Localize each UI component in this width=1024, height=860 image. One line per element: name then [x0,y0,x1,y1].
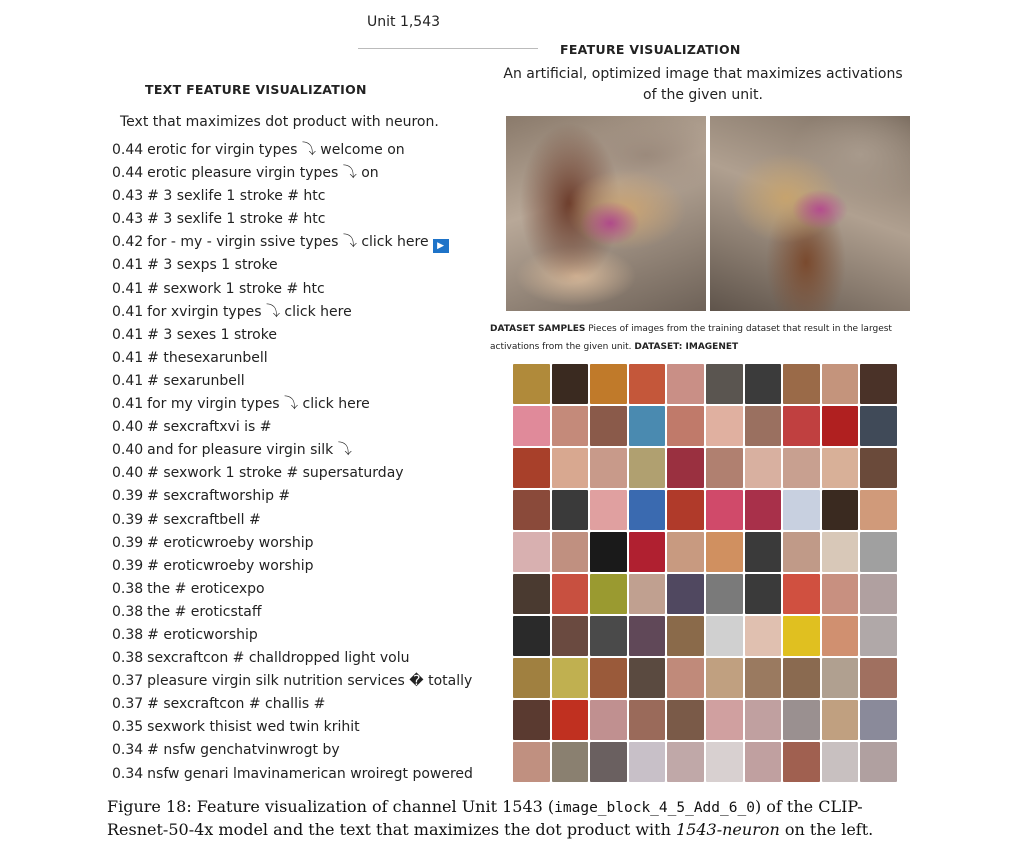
phrase-item [112,417,473,440]
dataset-sample-tile [552,490,589,530]
dataset-sample-tile [513,532,550,572]
dataset-sample-tile [552,448,589,488]
dataset-sample-tile [706,700,743,740]
phrase-score: 0.41 [112,303,144,320]
phrase-score: 0.35 [112,719,144,736]
phrase-item [112,510,473,533]
dataset-sample-tile [783,616,820,656]
dataset-sample-tile [706,742,743,782]
dataset-sample-tile [552,574,589,614]
phrase-item [112,533,473,556]
phrase-item [112,209,473,232]
dataset-sample-tile [822,364,859,404]
caption-prefix: Figure 18: Feature visualization of channel Unit 1543 ( [107,797,555,816]
dataset-sample-tile [667,406,704,446]
phrase-text: # 3 sexes 1 stroke [147,326,277,343]
phrase-text: for xvirgin types ⤵ click here [147,303,352,320]
phrase-score: 0.41 [112,372,144,389]
dataset-sample-tile [783,406,820,446]
dataset-sample-tile [706,448,743,488]
dataset-sample-tile [590,490,627,530]
dataset-sample-tile [783,532,820,572]
phrase-score: 0.41 [112,396,144,413]
dataset-sample-tile [745,574,782,614]
phrase-item [112,255,473,278]
text-visualization-subheading: Text that maximizes dot product with neuron. [120,114,439,130]
phrase-score: 0.41 [112,280,144,297]
dataset-sample-tile [860,448,897,488]
dataset-sample-tile [860,490,897,530]
dataset-sample-tile [667,364,704,404]
phrase-text: # eroticworship [147,626,258,643]
dataset-sample-tile [552,532,589,572]
dataset-samples-description-1: Pieces of images from the training dataset that result in the largest [588,324,892,334]
dataset-sample-tile [822,532,859,572]
dataset-sample-tile [667,616,704,656]
dataset-sample-tile [706,364,743,404]
dataset-sample-tile [629,742,666,782]
phrase-text: sexcraftcon # challdropped light volu [147,650,410,667]
dataset-sample-tile [629,616,666,656]
dataset-sample-tile [706,490,743,530]
dataset-sample-tile [513,490,550,530]
dataset-sample-tile [590,448,627,488]
phrase-item [112,348,473,371]
phrase-score: 0.39 [112,534,144,551]
dataset-sample-tile [783,658,820,698]
dataset-sample-tile [706,574,743,614]
phrase-item [112,463,473,486]
dataset-sample-tile [783,742,820,782]
phrase-score: 0.38 [112,603,144,620]
phrase-item [112,302,473,325]
phrase-item [112,325,473,348]
dataset-sample-tile [552,616,589,656]
phrase-score: 0.44 [112,142,144,158]
caption-code: image_block_4_5_Add_6_0 [554,800,755,816]
phrase-text: the # eroticstaff [147,603,262,620]
phrase-text: sexwork thisist wed twin krihit [147,719,360,736]
dataset-sample-tile [783,700,820,740]
dataset-sample-tile [706,616,743,656]
phrase-item [112,717,473,740]
dataset-sample-tile [745,532,782,572]
phrase-item [112,579,473,602]
phrase-score: 0.42 [112,234,144,251]
dataset-sample-tile [552,364,589,404]
phrase-text: nsfw genari lmavinamerican wroiregt powered [147,765,473,782]
dataset-sample-tile [513,406,550,446]
dataset-sample-tile [590,616,627,656]
dataset-sample-tile [745,700,782,740]
play-button-icon: ▶ [433,239,449,253]
text-visualization-heading: TEXT FEATURE VISUALIZATION [145,82,367,97]
phrase-item [112,740,473,763]
dataset-sample-tile [860,658,897,698]
dataset-sample-tile [590,700,627,740]
phrase-text: # sexcraftworship # [147,488,291,505]
phrase-text: # 3 sexlife 1 stroke # htc [147,211,326,228]
dataset-sample-tile [822,490,859,530]
dataset-sample-tile [745,448,782,488]
phrase-score: 0.39 [112,557,144,574]
phrase-score: 0.34 [112,765,144,782]
dataset-sample-tile [629,448,666,488]
dataset-samples-line-2 [490,342,738,352]
phrase-text: # eroticwroeby worship [147,557,314,574]
phrase-text: # sexcraftxvi is # [147,419,272,436]
dataset-sample-tile [860,364,897,404]
dataset-sample-tile [822,574,859,614]
dataset-samples-label: DATASET SAMPLES [490,324,586,334]
phrase-text: the # eroticexpo [147,580,265,597]
phrase-score: 0.37 [112,696,144,713]
phrase-text: erotic for virgin types ⤵ welcome on [147,142,405,158]
dataset-sample-tile [822,616,859,656]
phrase-item [112,279,473,302]
dataset-sample-tile [667,448,704,488]
phrase-score: 0.37 [112,673,144,690]
phrase-text: # thesexarunbell [147,349,268,366]
phrase-item [112,440,473,463]
dataset-sample-tile [590,532,627,572]
dataset-sample-tile [860,700,897,740]
dataset-sample-tile [513,700,550,740]
phrase-score: 0.39 [112,488,144,505]
divider [358,48,538,49]
feature-visualization-description: An artificial, optimized image that maximizes activations of the given unit. [503,66,903,103]
dataset-sample-tile [667,490,704,530]
phrase-item [112,764,473,787]
phrase-item [112,186,473,209]
dataset-sample-tile [667,532,704,572]
dataset-sample-tile [667,658,704,698]
phrase-text: # sexarunbell [147,372,245,389]
dataset-sample-tile [822,658,859,698]
dataset-sample-tile [513,742,550,782]
feature-visualization-image-1 [506,116,706,311]
phrase-text: # sexwork 1 stroke # htc [147,280,325,297]
phrase-score: 0.38 [112,626,144,643]
dataset-sample-tile [783,448,820,488]
dataset-sample-tile [745,406,782,446]
phrase-text: # sexcraftbell # [147,511,261,528]
dataset-sample-tile [860,616,897,656]
dataset-sample-tile [745,658,782,698]
phrase-text: # 3 sexlife 1 stroke # htc [147,188,326,205]
dataset-sample-tile [860,532,897,572]
dataset-sample-tile [745,616,782,656]
dataset-sample-tile [629,658,666,698]
dataset-sample-tile [860,574,897,614]
dataset-sample-tile [590,406,627,446]
dataset-sample-tile [629,574,666,614]
dataset-sample-tile [783,574,820,614]
dataset-sample-tile [745,364,782,404]
phrase-list [112,140,473,787]
dataset-sample-tile [590,658,627,698]
phrase-text: erotic pleasure virgin types ⤵ on [147,165,379,182]
dataset-label: DATASET: IMAGENET [634,342,739,352]
dataset-sample-tile [629,490,666,530]
dataset-sample-tile [706,406,743,446]
dataset-sample-tile [783,490,820,530]
dataset-sample-tile [513,448,550,488]
phrase-score: 0.40 [112,442,144,459]
phrase-score: 0.41 [112,349,144,366]
figure-caption [107,796,917,841]
phrase-item [112,625,473,648]
phrase-score: 0.41 [112,326,144,343]
phrase-item [112,163,473,186]
caption-suffix: on the left. [779,820,874,839]
phrase-item [112,140,473,163]
phrase-score: 0.39 [112,511,144,528]
phrase-item [112,394,473,417]
dataset-sample-tile [667,742,704,782]
dataset-sample-tile [552,406,589,446]
dataset-sample-tile [822,700,859,740]
phrase-score: 0.44 [112,165,144,182]
dataset-sample-tile [513,574,550,614]
dataset-sample-tile [513,364,550,404]
phrase-text: and for pleasure virgin silk ⤵ [147,442,352,459]
unit-title: Unit 1,543 [367,14,441,30]
phrase-text: # nsfw genchatvinwrogt by [147,742,340,759]
dataset-sample-tile [590,574,627,614]
dataset-sample-tile [629,532,666,572]
phrase-item [112,648,473,671]
phrase-item [112,371,473,394]
dataset-sample-tile [822,448,859,488]
phrase-score: 0.40 [112,419,144,436]
caption-italic: 1543-neuron [676,820,780,839]
phrase-text: for my virgin types ⤵ click here [147,396,370,413]
feature-visualization-heading: FEATURE VISUALIZATION [560,42,741,57]
phrase-item [112,671,473,694]
phrase-item [112,486,473,509]
dataset-sample-tile [513,658,550,698]
caption-middle: ) of the CLIP-Resnet-50-4x model and the text that maximizes the dot product with [107,797,863,839]
dataset-sample-tile [629,700,666,740]
phrase-text: # sexwork 1 stroke # supersaturday [147,465,404,482]
phrase-text: # 3 sexps 1 stroke [147,257,278,274]
dataset-sample-tile [513,616,550,656]
dataset-sample-tile [629,364,666,404]
dataset-sample-tile [860,742,897,782]
phrase-score: 0.38 [112,580,144,597]
phrase-text: # eroticwroeby worship [147,534,314,551]
dataset-sample-tile [590,364,627,404]
dataset-sample-tile [822,406,859,446]
dataset-sample-tile [629,406,666,446]
phrase-score: 0.41 [112,257,144,274]
phrase-item [112,556,473,579]
phrase-score: 0.43 [112,188,144,205]
phrase-text: pleasure virgin silk nutrition services � totally [147,673,473,690]
dataset-sample-tile [860,406,897,446]
phrase-text: for - my - virgin ssive types ⤵ click here [147,234,429,251]
dataset-sample-grid [513,364,897,782]
dataset-sample-tile [590,742,627,782]
dataset-sample-tile [552,658,589,698]
dataset-sample-tile [745,490,782,530]
dataset-sample-tile [745,742,782,782]
phrase-score: 0.38 [112,650,144,667]
phrase-item [112,232,473,255]
phrase-item [112,694,473,717]
phrase-score: 0.43 [112,211,144,228]
dataset-samples-line-1 [490,324,892,334]
dataset-sample-tile [783,364,820,404]
dataset-sample-tile [552,742,589,782]
dataset-samples-description-2: activations from the given unit. [490,342,632,352]
dataset-sample-tile [706,658,743,698]
dataset-sample-tile [667,700,704,740]
phrase-score: 0.34 [112,742,144,759]
phrase-item [112,602,473,625]
dataset-sample-tile [552,700,589,740]
dataset-sample-tile [706,532,743,572]
phrase-text: # sexcraftcon # challis # [147,696,326,713]
feature-visualization-image-2 [710,116,910,311]
phrase-score: 0.40 [112,465,144,482]
dataset-sample-tile [667,574,704,614]
dataset-sample-tile [822,742,859,782]
